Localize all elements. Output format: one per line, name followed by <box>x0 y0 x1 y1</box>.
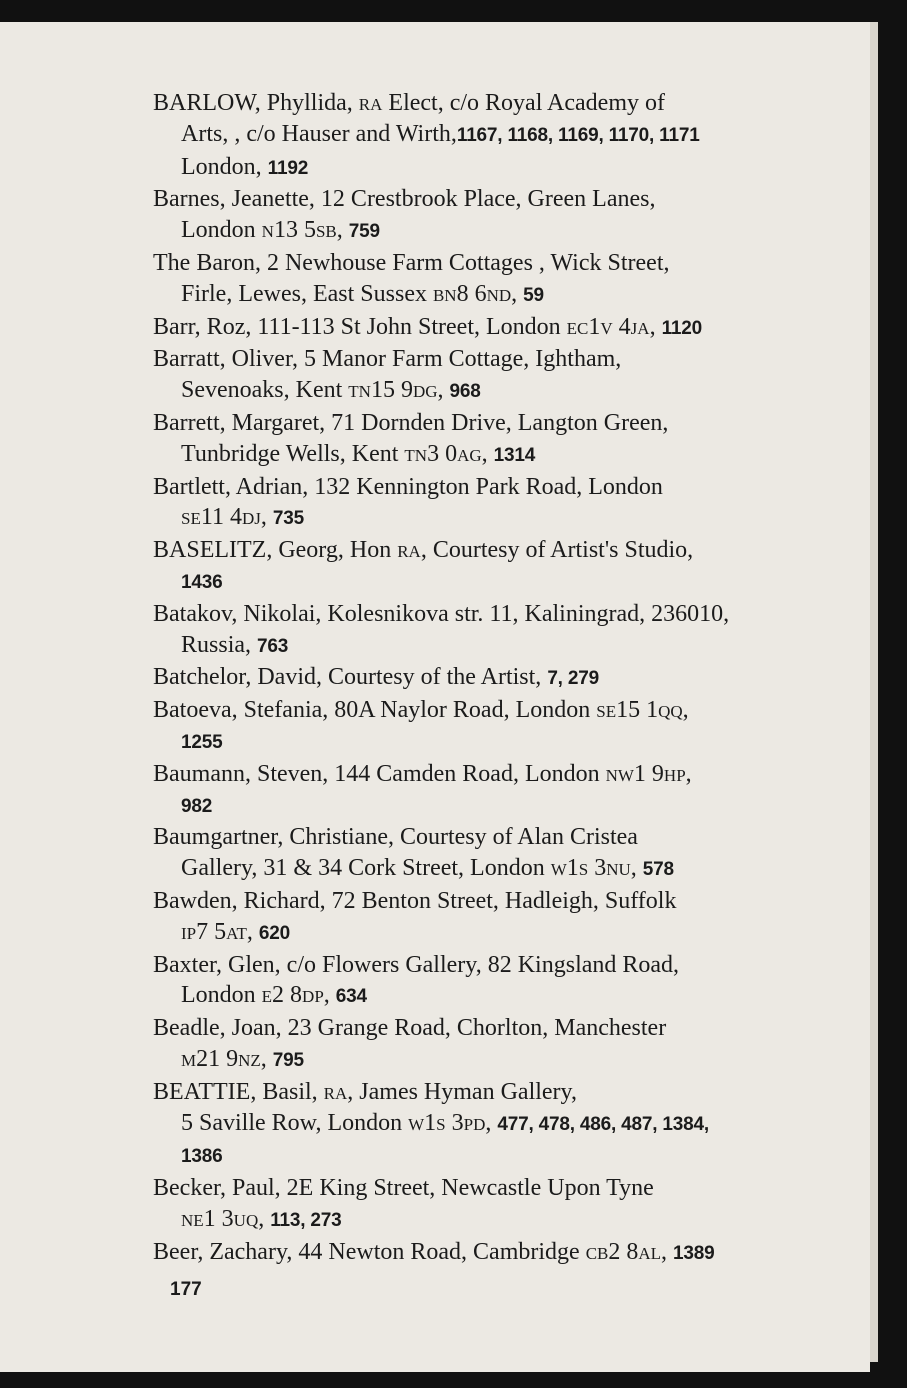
entry-text: Beer, Zachary, 44 Newton Road, Cambridge <box>153 1238 586 1265</box>
entry-line <box>153 152 763 185</box>
entry-line <box>153 439 763 472</box>
entry-text: , <box>437 377 450 404</box>
postcode: cb2 8al <box>585 1238 662 1265</box>
entry-text: Elect, c/o Royal Academy of <box>382 90 665 116</box>
entry-text: BASELITZ, Georg, Hon <box>153 537 398 564</box>
index-entry <box>153 88 763 184</box>
index-entry <box>153 1237 763 1270</box>
entry-text: Arts, <box>181 120 235 147</box>
index-entry <box>153 1173 763 1237</box>
entry-text: BEATTIE, Basil, <box>153 1078 324 1105</box>
entry-line <box>153 1204 763 1237</box>
postcode: tn15 9dg <box>348 377 438 404</box>
postcode: ec1v 4ja <box>566 313 650 340</box>
entry-text: Barrett, Margaret, 71 Dornden Drive, Langton Green, <box>153 409 669 436</box>
index-entry <box>153 312 763 345</box>
page-refs: 1389 <box>673 1242 715 1264</box>
entry-text: The Baron, 2 Newhouse Farm Cottages , Wick Street, <box>153 249 670 276</box>
index-entry <box>153 344 763 408</box>
entry-text: Russia, <box>181 631 258 658</box>
index-entries <box>153 88 763 1269</box>
index-entry <box>153 662 763 695</box>
postcode: se11 4dj <box>181 504 261 531</box>
entry-line <box>153 248 763 279</box>
index-entry <box>153 248 763 312</box>
index-entry <box>153 1013 763 1077</box>
page-refs: 1167, 1168, 1169, 1170, 1171 <box>456 124 700 146</box>
entry-text: Sevenoaks, Kent <box>181 377 349 404</box>
entry-line <box>153 472 763 503</box>
entry-text: , <box>323 982 336 1009</box>
entry-text: , <box>661 1238 674 1265</box>
postcode: w1s 3pd <box>408 1109 486 1136</box>
postcode: tn3 0ag <box>404 440 482 467</box>
entry-text: , James Hyman Gallery, <box>347 1078 577 1105</box>
postcode: ra <box>397 537 421 564</box>
entry-line <box>153 1044 763 1077</box>
page-refs: 1314 <box>493 444 536 466</box>
entry-line <box>153 215 763 248</box>
entry-text: Barr, Roz, 111-113 St John Street, London <box>153 313 567 340</box>
page-refs: 620 <box>258 922 291 944</box>
entry-text: , <box>485 1109 498 1136</box>
postcode: bn8 6nd <box>432 280 512 307</box>
page-refs: 1192 <box>267 157 309 179</box>
entry-text: , <box>336 217 349 244</box>
entry-text: , <box>511 280 524 307</box>
entry-text: Baxter, Glen, c/o Flowers Gallery, 82 Kingsland Road, <box>153 951 680 978</box>
postcode: nw1 9hp <box>605 760 686 787</box>
book-page <box>0 22 870 1372</box>
entry-text: Tunbridge Wells, Kent <box>181 440 405 467</box>
postcode: e2 8dp <box>261 982 324 1009</box>
index-entry <box>153 822 763 886</box>
index-entry <box>153 759 763 823</box>
entry-text: , <box>649 313 662 340</box>
entry-text: , <box>258 1205 271 1232</box>
index-entry <box>153 886 763 950</box>
page-refs: 7, 279 <box>547 668 599 690</box>
entry-line <box>153 822 763 853</box>
entry-text: Barnes, Jeanette, 12 Crestbrook Place, Green Lanes, <box>153 186 656 213</box>
page-number: 177 <box>170 1279 202 1300</box>
entry-text: Batakov, Nikolai, Kolesnikova str. 11, Kaliningrad, 236010, <box>153 600 730 627</box>
entry-text: Becker, Paul, 2E King Street, Newcastle Upon Tyne <box>153 1175 654 1202</box>
entry-text: Bartlett, Adrian, 132 Kennington Park Road, London <box>153 473 663 500</box>
entry-text: , <box>260 1045 273 1072</box>
entry-line <box>153 535 763 566</box>
postcode: w1s 3nu <box>550 855 631 882</box>
entry-text: , <box>630 855 643 882</box>
entry-line <box>153 980 763 1013</box>
entry-text: Baumgartner, Christiane, Courtesy of Alan Cristea <box>153 824 638 851</box>
entry-line <box>153 119 763 152</box>
entry-text: Batoeva, Stefania, 80A Naylor Road, London <box>153 697 597 724</box>
entry-line <box>153 88 763 119</box>
page-refs: 59 <box>523 284 544 306</box>
entry-text: BARLOW, Phyllida, <box>153 90 359 116</box>
entry-line <box>153 1173 763 1204</box>
entry-text: Firle, Lewes, East Sussex <box>181 280 433 307</box>
page-refs: 634 <box>335 986 367 1008</box>
entry-line <box>153 853 763 886</box>
entry-line <box>153 726 763 759</box>
page-refs: 1386 <box>181 1146 223 1168</box>
entry-line <box>153 1140 763 1173</box>
entry-line <box>153 279 763 312</box>
entry-text: , <box>685 760 692 787</box>
entry-text: Batchelor, David, Courtesy of the Artist, <box>153 664 548 691</box>
entry-text: London <box>181 982 262 1009</box>
entry-line <box>153 375 763 408</box>
entry-line <box>153 790 763 823</box>
entry-line <box>153 630 763 663</box>
entry-line <box>153 502 763 535</box>
entry-line <box>153 566 763 599</box>
page-refs: 968 <box>449 381 481 403</box>
entry-line <box>153 950 763 981</box>
entry-line <box>153 1013 763 1044</box>
page-refs: 982 <box>181 795 213 817</box>
page-refs: 1436 <box>181 571 223 593</box>
entry-text: , <box>481 440 494 467</box>
entry-line <box>153 917 763 950</box>
entry-text: 5 Saville Row, London <box>181 1109 409 1136</box>
entry-line <box>153 344 763 375</box>
index-entry <box>153 535 763 599</box>
entry-text: Baumann, Steven, 144 Camden Road, London <box>153 760 606 787</box>
entry-line <box>153 599 763 630</box>
postcode: m21 9nz <box>181 1045 261 1072</box>
page-refs: 735 <box>272 508 304 530</box>
entry-line <box>153 695 763 726</box>
entry-text: , c/o Hauser and Wirth, <box>234 120 457 147</box>
index-entry <box>153 950 763 1014</box>
entry-text: Bawden, Richard, 72 Benton Street, Hadleigh, Suffolk <box>153 887 677 914</box>
postcode: ra <box>358 90 383 116</box>
index-entry <box>153 599 763 663</box>
entry-text: , Courtesy of Artist's Studio, <box>420 537 694 564</box>
entry-text: Beadle, Joan, 23 Grange Road, Chorlton, Manchester <box>153 1015 667 1042</box>
entry-text: London <box>181 217 262 244</box>
index-entry <box>153 1077 763 1173</box>
entry-text: London, <box>181 153 268 180</box>
page-refs: 763 <box>257 635 289 657</box>
postcode: ne1 3uq <box>181 1205 259 1232</box>
entry-text: , <box>682 697 689 724</box>
index-entry <box>153 184 763 248</box>
entry-line <box>153 759 763 790</box>
postcode: ip7 5at <box>181 918 247 945</box>
entry-text: Gallery, 31 & 34 Cork Street, London <box>181 855 551 882</box>
page-refs: 795 <box>272 1049 304 1071</box>
postcode: ra <box>323 1078 348 1105</box>
page-refs: 578 <box>642 859 674 881</box>
entry-line <box>153 1077 763 1108</box>
page-refs: 477, 478, 486, 487, 1384, <box>497 1113 709 1135</box>
entry-line <box>153 886 763 917</box>
entry-line <box>153 1108 763 1141</box>
entry-line <box>153 408 763 439</box>
page-edge <box>870 22 878 1362</box>
page-refs: 113, 273 <box>270 1209 342 1231</box>
entry-text: , <box>246 918 259 945</box>
entry-text: Barratt, Oliver, 5 Manor Farm Cottage, Ightham, <box>153 346 622 373</box>
entry-line <box>153 1237 763 1270</box>
index-entry <box>153 472 763 536</box>
index-entry <box>153 408 763 472</box>
page-refs: 1120 <box>661 317 702 339</box>
entry-text: , <box>260 504 273 531</box>
postcode: n13 5sb <box>261 217 337 244</box>
postcode: se15 1qq <box>596 697 683 724</box>
page-refs: 759 <box>348 221 380 243</box>
entry-line <box>153 184 763 215</box>
entry-line <box>153 312 763 345</box>
index-entry <box>153 695 763 759</box>
entry-line <box>153 662 763 695</box>
page-refs: 1255 <box>181 731 223 753</box>
